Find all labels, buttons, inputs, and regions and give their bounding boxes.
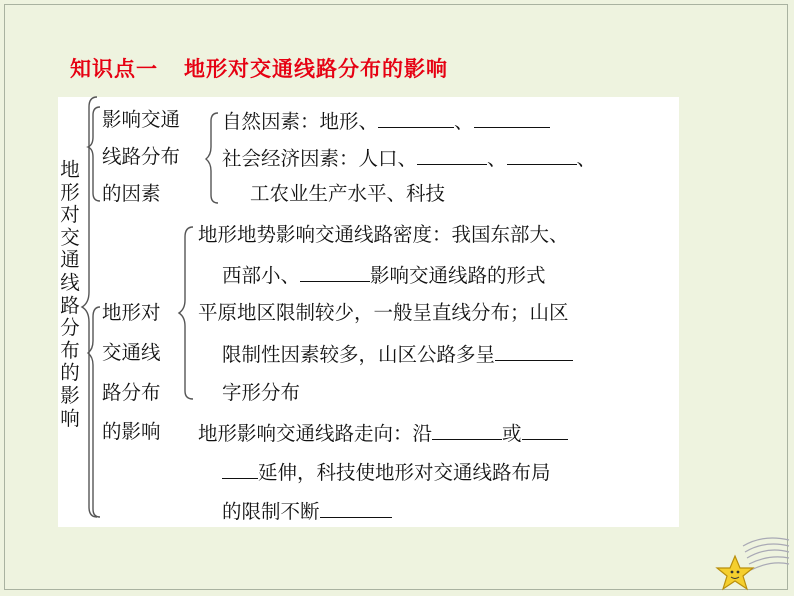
branch1-label-line3: 的因素: [102, 182, 161, 205]
form-line3: 字形分布: [222, 381, 301, 404]
direction-line3: 的限制不断: [222, 500, 392, 522]
blank-6[interactable]: [495, 343, 573, 361]
social-factors-cont: 工农业生产水平、科技: [250, 182, 446, 205]
blank-1[interactable]: [378, 110, 454, 128]
blank-3[interactable]: [417, 147, 487, 165]
heading-number: 知识点一: [70, 57, 158, 81]
density-line2: 西部小、 影响交通线路的形式: [222, 264, 546, 287]
blank-5[interactable]: [300, 264, 370, 282]
main-topic-vertical: 地 形 对 交 通 线 路 分 布 的 影 响: [60, 158, 80, 430]
branch1-label-line2: 线路分布: [102, 145, 181, 168]
branch2-label-line1: 地形对: [102, 301, 161, 324]
outline-panel: [58, 97, 679, 527]
star-icon: [713, 528, 791, 592]
branch1-label-line1: 影响交通: [102, 108, 181, 131]
form-line2: 限制性因素较多，山区公路多呈: [222, 343, 573, 365]
blank-4[interactable]: [507, 147, 577, 165]
branch2-label-line3: 路分布: [102, 381, 161, 404]
natural-factors: 自然因素：地形、 、: [222, 110, 550, 132]
blank-7[interactable]: [432, 422, 502, 440]
blank-2[interactable]: [474, 110, 550, 128]
direction-line2: 延伸，科技使地形对交通线路布局: [222, 461, 551, 483]
social-factors: 社会经济因素：人口、 、 、: [222, 147, 597, 170]
section-heading: [70, 53, 448, 83]
heading-title: 地形对交通线路分布的影响: [184, 57, 448, 81]
direction-line1: 地形影响交通线路走向：沿 或: [198, 422, 568, 444]
blank-9[interactable]: [222, 461, 258, 479]
blank-10[interactable]: [320, 500, 392, 518]
form-line1: 平原地区限制较少，一般呈直线分布；山区: [198, 301, 569, 324]
branch2-label-line4: 的影响: [102, 420, 161, 443]
branch2-label-line2: 交通线: [102, 341, 161, 364]
blank-8[interactable]: [522, 422, 568, 440]
density-line1: 地形地势影响交通线路密度：我国东部大、: [198, 223, 569, 246]
